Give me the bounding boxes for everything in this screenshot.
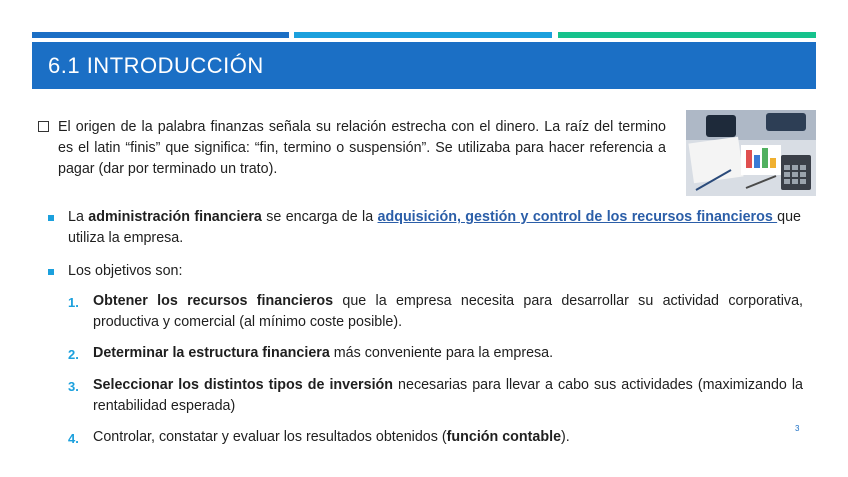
bullet-text: se encarga de la [261,209,378,225]
objective-number: 4. [68,431,79,446]
checkbox-bullet-icon [38,121,49,132]
objective-text: Controlar, constatar y evaluar los resultados obtenidos ( [93,429,447,445]
bullet-admin [48,207,808,249]
objective-number: 1. [68,295,79,310]
objective-text: más conveniente para la empresa. [329,345,554,361]
objective-text: ). [561,429,570,445]
objective-item [68,343,803,364]
title-banner [32,42,816,89]
objective-item [68,291,803,333]
intro-text: El origen de la palabra finanzas señala su relación estrecha con el dinero. La raíz del termino es el latin “finis” que significa: “fin, termino o suspensión”. Se utilizaba para hacer referencia a pagar (dar por terminado un trato). [58,119,666,177]
objective-number: 2. [68,347,79,362]
objectives-heading: Los objetivos son: [68,263,183,279]
bullet-bold: administración financiera [88,209,262,225]
objective-bold: Seleccionar los distintos tipos de inversión [93,377,394,393]
bullet-text: que utiliza la empresa. [68,209,801,246]
top-stripe-blue [32,32,289,38]
page-number: 3 [795,424,800,433]
objective-bold: Determinar la estructura financiera [93,345,330,361]
objective-item [68,427,803,448]
bullet-text: La [68,209,89,225]
objective-bold: Obtener los recursos financieros [93,293,334,309]
objective-number: 3. [68,379,79,394]
finance-photo [686,110,816,196]
slide-title: 6.1 INTRODUCCIÓN [48,53,264,78]
intro-paragraph [38,117,666,180]
bullet-objectives [48,261,808,282]
objective-bold: función contable [446,429,562,445]
square-bullet-icon [48,215,54,221]
financial-resources-link[interactable]: adquisición, gestión y control de los recursos financieros [377,209,778,225]
top-stripe-cyan [294,32,552,38]
objective-item [68,375,803,417]
top-stripe-green [558,32,816,38]
objective-text: que la empresa necesita para desarrollar su actividad corporativa, productiva y comercial (al mínimo coste posible). [93,293,804,330]
square-bullet-icon [48,269,54,275]
objective-text: necesarias para llevar a cabo sus actividades (maximizando la rentabilidad esperada) [93,377,803,414]
